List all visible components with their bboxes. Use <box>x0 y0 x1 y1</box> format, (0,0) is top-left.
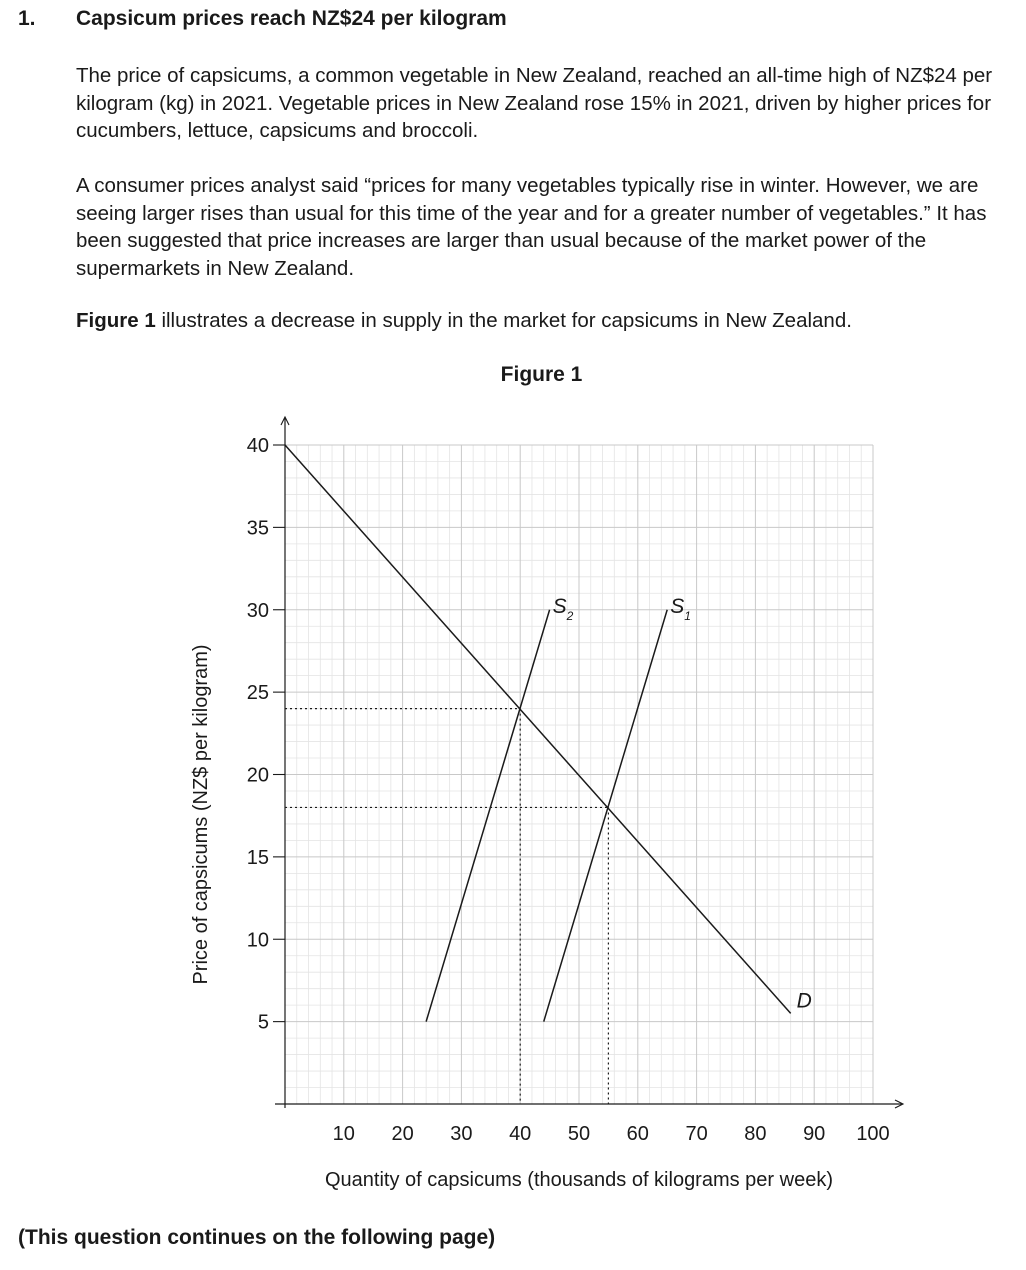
figure-intro-text: illustrates a decrease in supply in the market for capsicums in New Zealand. <box>155 309 852 332</box>
paragraph-1: The price of capsicums, a common vegetable in New Zealand, reached an all-time high of NZ$24 per kilogram (kg) in 2021. Vegetable prices in New Zealand rose 15% in 2021, driven by higher prices for cucumbers, lettuce, capsicums and broccoli. <box>76 64 993 142</box>
x-tick-label: 100 <box>856 1123 890 1145</box>
curve-subscript-s2: 2 <box>566 608 574 623</box>
x-tick-label: 20 <box>391 1123 414 1145</box>
x-tick-label: 60 <box>626 1123 649 1145</box>
curve-subscript-s1: 1 <box>684 608 691 623</box>
y-axis-label: Price of capsicums (NZ$ per kilogram) <box>190 644 212 985</box>
curve-label-d: D <box>796 989 812 1013</box>
figure-intro-bold: Figure 1 <box>76 309 156 332</box>
curve-s1 <box>544 610 667 1022</box>
x-tick-label: 40 <box>509 1123 532 1145</box>
y-tick-label: 35 <box>246 517 269 540</box>
y-tick-label: 20 <box>246 764 269 787</box>
figure-title: Figure 1 <box>500 363 583 386</box>
x-tick-label: 30 <box>450 1123 473 1145</box>
question-title: Capsicum prices reach NZ$24 per kilogram <box>76 7 507 30</box>
question-number: 1. <box>18 7 36 30</box>
x-tick-label: 10 <box>332 1123 355 1145</box>
curve-d <box>285 445 791 1013</box>
x-axis-label: Quantity of capsicums (thousands of kilograms per week) <box>325 1169 833 1191</box>
y-tick-label: 30 <box>246 599 269 622</box>
footer-note: (This question continues on the following page) <box>18 1226 496 1249</box>
x-tick-label: 90 <box>803 1123 826 1145</box>
y-tick-label: 25 <box>246 682 269 705</box>
x-tick-label: 70 <box>685 1123 708 1145</box>
y-tick-label: 15 <box>246 846 269 869</box>
curve-label-s2: S <box>552 594 567 618</box>
y-tick-label: 40 <box>246 435 269 457</box>
x-tick-label: 80 <box>744 1123 767 1145</box>
curve-s2 <box>426 610 549 1022</box>
y-tick-label: 5 <box>257 1011 269 1034</box>
curve-label-s1: S <box>670 594 685 618</box>
y-tick-label: 10 <box>246 929 269 952</box>
x-tick-label: 50 <box>567 1123 591 1145</box>
paragraph-2: A consumer prices analyst said “prices for many vegetables typically rise in winter. However, we are seeing larger rises than usual for this time of the year and for a greater number of vegetables.” It has been suggested that price increases are larger than usual because of the market power of the supermarkets in New Zealand. <box>76 174 987 280</box>
